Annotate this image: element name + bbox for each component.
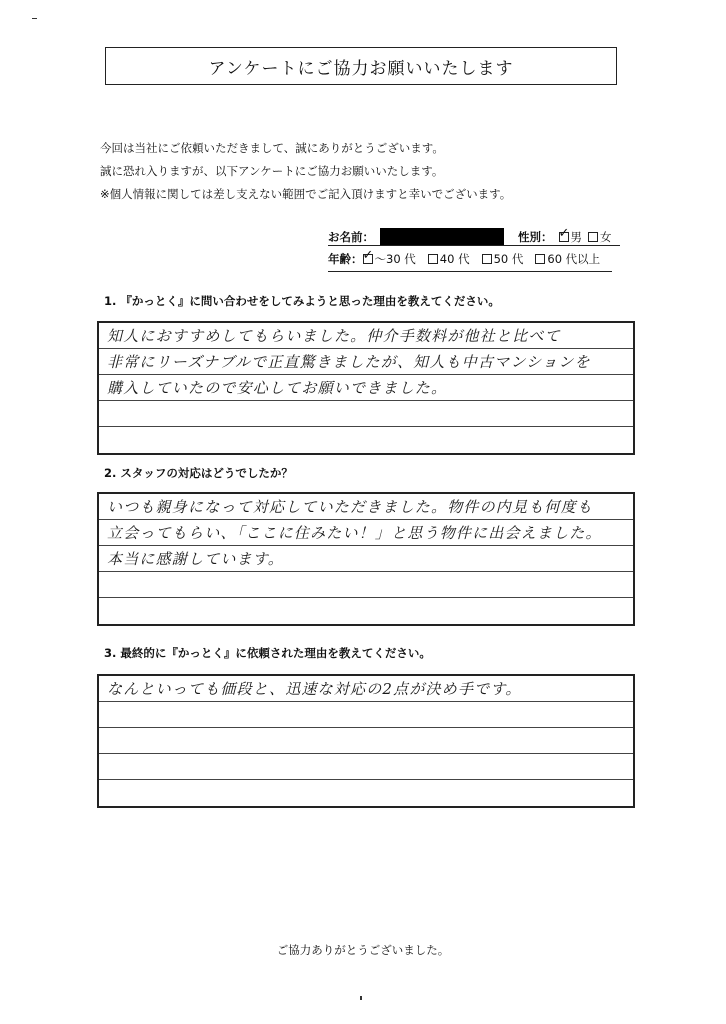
answer-line: なんといっても価段と、迅速な対応の2点が決め手です。 [99,676,633,702]
scan-mark [360,996,362,1000]
answer-line [99,401,633,427]
checkbox[interactable] [428,254,438,264]
gender-field [518,229,612,245]
question-2-label: 2. スタッフの対応はどうでしたか？ [104,466,293,480]
answer-line: いつも親身になって対応していただきました。物件の内見も何度も [99,494,633,520]
gender-option-female[interactable]: 女 [588,229,612,245]
intro-line: ※個人情報に関しては差し支えない範囲でご記入頂けますと幸いでございます。 [100,187,512,201]
answer-line [99,702,633,728]
answer-line [99,427,633,453]
footer-thanks: ご協力ありがとうございました。 [276,943,450,957]
answer-box-2[interactable] [97,492,635,626]
gender-label: 性別： [518,230,553,244]
checkbox[interactable] [535,254,545,264]
name-label: お名前： [328,230,374,244]
scan-mark [32,18,37,19]
checkbox-checked[interactable] [363,254,373,264]
profile-section [328,226,612,272]
age-option-60s-plus[interactable]: 60 代以上 [535,251,600,267]
checkbox-checked[interactable] [559,232,569,242]
age-option-40s[interactable]: 40 代 [428,251,470,267]
answer-box-1[interactable] [97,321,635,455]
answer-line [99,598,633,624]
intro-text [100,137,511,206]
gender-option-male[interactable]: ✓ 男 [559,229,583,245]
answer-line: 購入していたので安心してお願いできました。 [99,375,633,401]
age-label: 年齢： [328,252,363,266]
answer-line [99,728,633,754]
answer-line: 知人におすすめしてもらいました。仲介手数料が他社と比べて [99,323,633,349]
checkbox[interactable] [482,254,492,264]
answer-box-3[interactable] [97,674,635,808]
answer-line: 本当に感謝しています。 [99,546,633,572]
answer-line [99,780,633,806]
age-option-under-30[interactable]: ✓ ～30 代 [363,251,416,267]
answer-line: 立会ってもらい、「ここに住みたい！」と思う物件に出会えました。 [99,520,633,546]
survey-title: アンケートにご協力お願いいたします [105,47,617,85]
checkbox[interactable] [588,232,598,242]
redacted-name [380,228,504,246]
age-row [328,248,612,272]
answer-line [99,754,633,780]
intro-line: 今回は当社にご依頼いただきまして、誠にありがとうございます。 [100,141,444,155]
age-option-50s[interactable]: 50 代 [482,251,524,267]
intro-line: 誠に恐れ入りますが、以下アンケートにご協力お願いいたします。 [100,164,444,178]
answer-line: 非常にリーズナブルで正直驚きましたが、知人も中古マンションを [99,349,633,375]
question-1-label: 1. 『かっとく』に問い合わせをしてみようと思った理由を教えてください。 [104,294,500,308]
question-3-label: 3. 最終的に『かっとく』に依頼された理由を教えてください。 [104,646,431,660]
answer-line [99,572,633,598]
